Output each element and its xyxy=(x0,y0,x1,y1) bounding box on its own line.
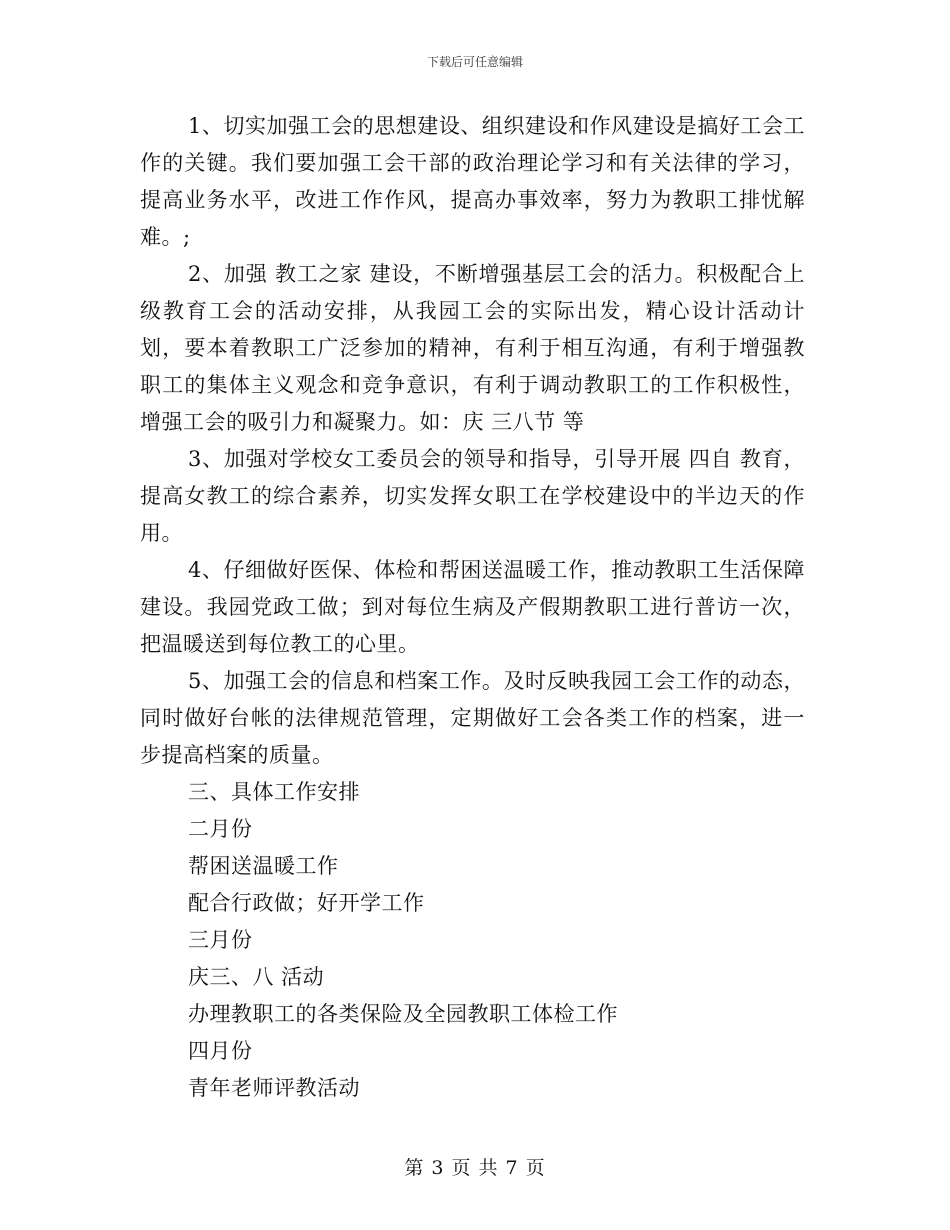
schedule-item: 庆三、八 活动 xyxy=(188,965,325,989)
schedule-heading: 三、具体工作安排 xyxy=(188,780,360,804)
paragraph-5: 5、加强工会的信息和档案工作。及时反映我园工会工作的动态，同时做好台帐的法律规范管理，定期做好工会各类工作的档案，进一步提高档案的质量。 xyxy=(140,669,805,767)
header-note: 下载后可任意编辑 xyxy=(426,55,523,69)
schedule-item: 青年老师评教活动 xyxy=(188,1076,360,1100)
schedule-item: 配合行政做；好开学工作 xyxy=(188,891,425,915)
paragraph-1: 1、切实加强工会的思想建设、组织建设和作风建设是搞好工会工作的关键。我们要加强工会干部的政治理论学习和有关法律的学习，提高业务水平，改进工作作风，提高办事效率，努力为教职工排忧解难。; xyxy=(140,114,805,249)
document-body xyxy=(140,108,805,1107)
schedule-item: 办理教职工的各类保险及全园教职工体检工作 xyxy=(188,1002,618,1026)
paragraph-2: 2、加强 教工之家 建设，不断增强基层工会的活力。积极配合上级教育工会的活动安排，从我园工会的实际出发，精心设计活动计划，要本着教职工广泛参加的精神，有利于相互沟通，有利于增强教职工的集体主义观念和竞争意识，有利于调动教职工的工作积极性，增强工会的吸引力和凝聚力。如：庆 三八节 等 xyxy=(140,262,805,434)
schedule-item: 二月份 xyxy=(188,817,253,841)
page-number: 第 3 页 共 7 页 xyxy=(404,1157,546,1179)
schedule-item: 帮困送温暖工作 xyxy=(188,854,339,878)
paragraph-3: 3、加强对学校女工委员会的领导和指导，引导开展 四自 教育，提高女教工的综合素养，切实发挥女职工在学校建设中的半边天的作用。 xyxy=(140,447,805,545)
schedule-item: 四月份 xyxy=(188,1039,253,1063)
paragraph-4: 4、仔细做好医保、体检和帮困送温暖工作，推动教职工生活保障建设。我园党政工做；到对每位生病及产假期教职工进行普访一次，把温暖送到每位教工的心里。 xyxy=(140,558,805,656)
schedule-item: 三月份 xyxy=(188,928,253,952)
